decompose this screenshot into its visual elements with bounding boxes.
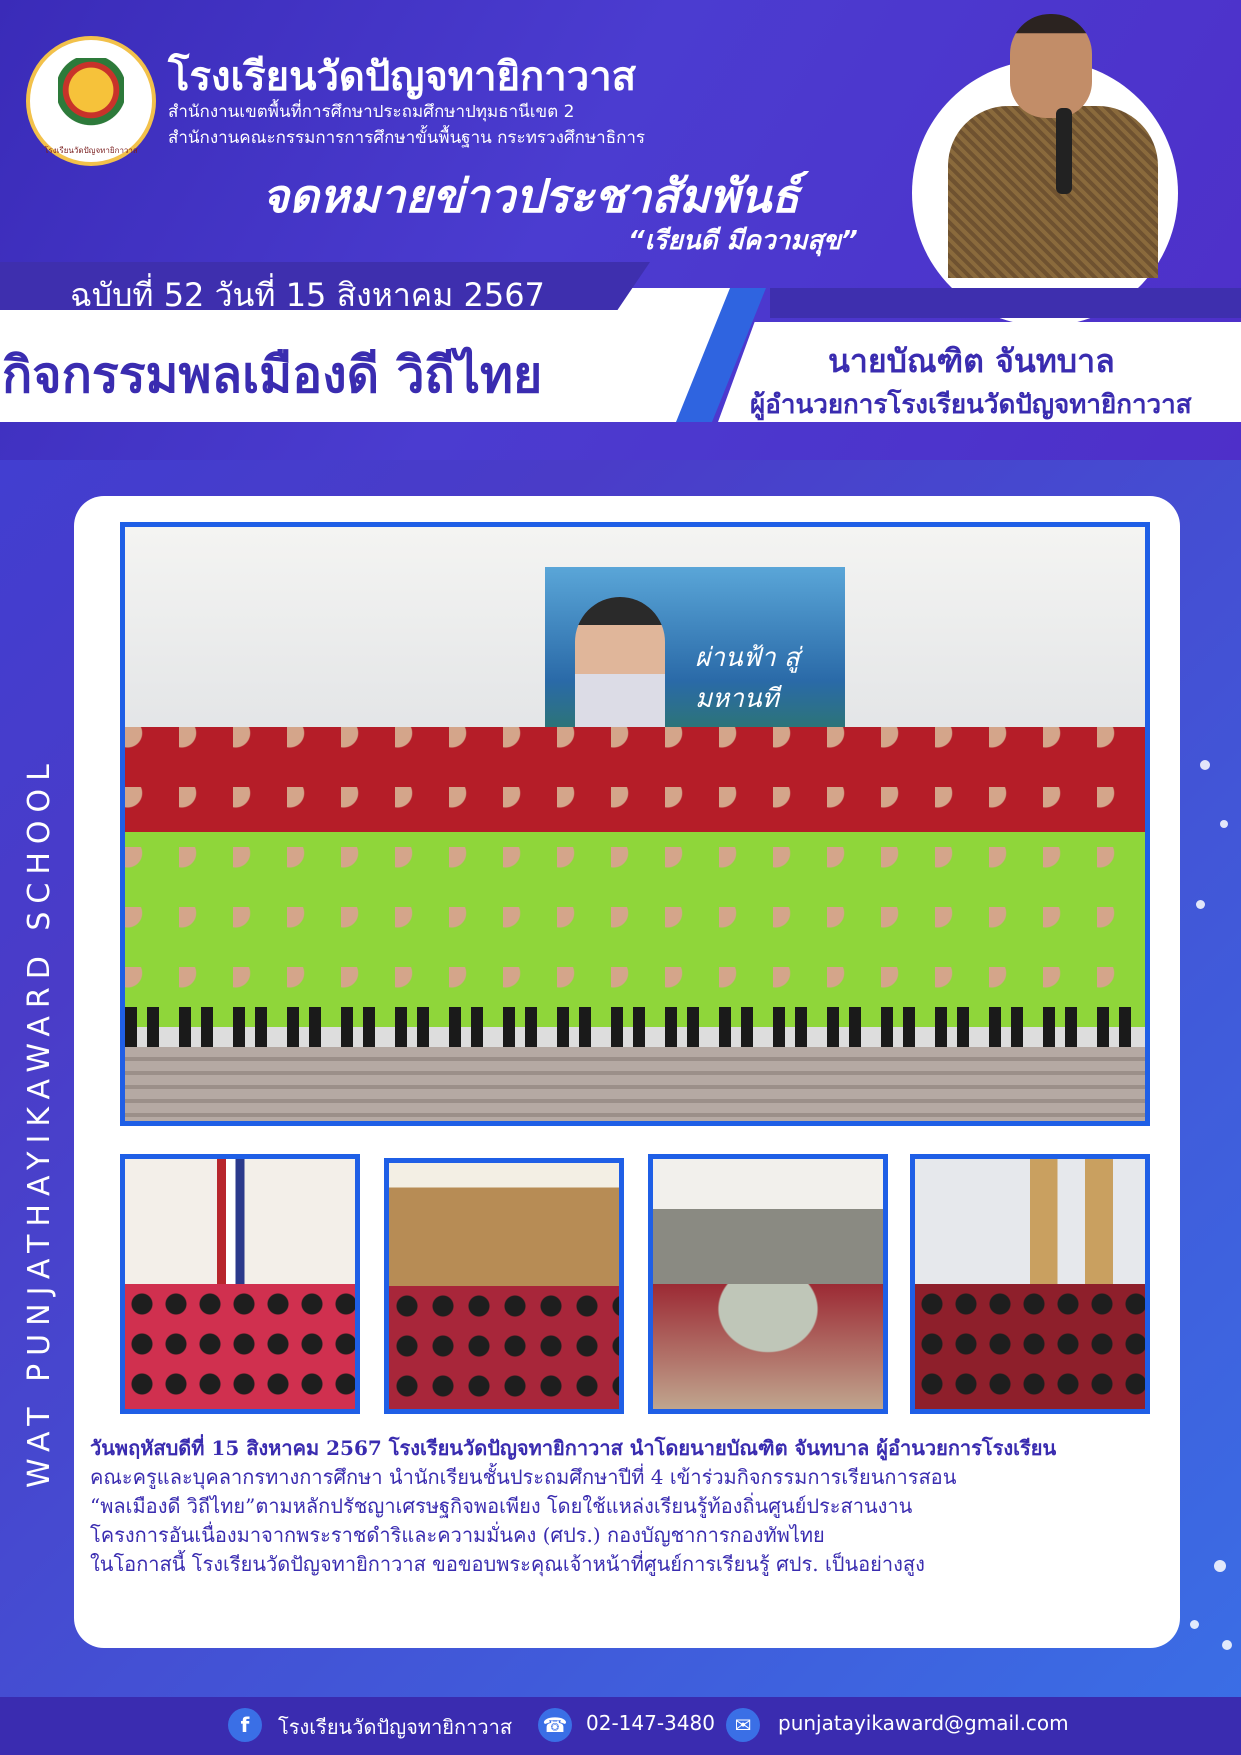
phone-icon[interactable]: ☎ xyxy=(538,1708,572,1742)
news-body xyxy=(90,1434,1170,1579)
body-line-5: ในโอกาสนี้ โรงเรียนวัดปัญจทายิกาวาส ขอขอบพระคุณเจ้าหน้าที่ศูนย์การเรียนรู้ ศปร. เป็นอย่างสูง xyxy=(90,1552,925,1576)
director-portrait xyxy=(940,14,1160,278)
decorative-dot xyxy=(1190,1620,1199,1629)
decorative-dot xyxy=(1220,820,1228,828)
photo-students xyxy=(125,727,1145,1027)
school-logo xyxy=(26,36,156,166)
screen-portrait xyxy=(575,597,665,737)
activity-photo-4 xyxy=(910,1154,1150,1414)
office-line-1: สำนักงานเขตพื้นที่การศึกษาประถมศึกษาปทุมธานีเขต 2 xyxy=(168,102,575,122)
activity-photo-1 xyxy=(120,1154,360,1414)
portrait-body xyxy=(948,106,1158,278)
facebook-icon[interactable]: f xyxy=(228,1708,262,1742)
phone-link[interactable]: 02-147-3480 xyxy=(586,1711,715,1735)
decorative-dot xyxy=(1200,760,1210,770)
school-english-name: WAT PUNJATHAYIKAWARD SCHOOL xyxy=(22,756,57,1488)
headline: กิจกรรมพลเมืองดี วิถีไทย xyxy=(2,346,543,404)
activity-photo-2 xyxy=(384,1158,624,1414)
office-line-2: สำนักงานคณะกรรมการการศึกษาขั้นพื้นฐาน กระทรวงศึกษาธิการ xyxy=(168,128,646,148)
main-group-photo xyxy=(120,522,1150,1126)
director-title: ผู้อำนวยการโรงเรียนวัดปัญจทายิกาวาส xyxy=(750,390,1192,420)
body-line-3: “พลเมืองดี วิถีไทย”ตามหลักปรัชญาเศรษฐกิจพอเพียง โดยใช้แหล่งเรียนรู้ท้องถิ่นศูนย์ประสานงาน xyxy=(90,1494,913,1518)
photo-bottom xyxy=(125,1284,355,1409)
photo-steps xyxy=(125,1047,1145,1126)
body-line-2: คณะครูและบุคลากรทางการศึกษา นำนักเรียนชั้นประถมศึกษาปีที่ 4 เข้าร่วมกิจกรรมการเรียนการสอน xyxy=(90,1465,957,1489)
activity-photo-3 xyxy=(648,1154,888,1414)
header-band xyxy=(770,288,1241,318)
director-name: นายบัณฑิต จันทบาล xyxy=(828,342,1115,380)
email-link[interactable]: punjatayikaward@gmail.com xyxy=(778,1711,1069,1735)
slogan: “เรียนดี มีความสุข” xyxy=(628,226,858,256)
logo-text: โรงเรียนวัดปัญจทายิกาวาส xyxy=(44,146,138,155)
microphone-icon xyxy=(1056,108,1072,194)
school-name: โรงเรียนวัดปัญจทายิกาวาส xyxy=(168,54,637,100)
photo-bottom xyxy=(389,1286,619,1409)
photo-bottom xyxy=(653,1284,883,1409)
body-line-1: วันพฤหัสบดีที่ 15 สิงหาคม 2567 โรงเรียนวัดปัญจทายิกาวาส นำโดยนายบัณฑิต จันทบาล ผู้อำนวยการโรงเรียน xyxy=(90,1436,1057,1460)
mail-icon[interactable]: ✉ xyxy=(726,1708,760,1742)
decorative-dot xyxy=(1196,900,1205,909)
decorative-dot xyxy=(1222,1640,1232,1650)
photo-bottom xyxy=(915,1284,1145,1409)
facebook-link[interactable]: โรงเรียนวัดปัญจทายิกาวาส xyxy=(278,1715,513,1739)
newsletter-title: จดหมายข่าวประชาสัมพันธ์ xyxy=(262,169,800,223)
photo-top xyxy=(653,1159,883,1284)
decorative-dot xyxy=(1214,1560,1226,1572)
photo-top xyxy=(389,1163,619,1286)
screen-caption: ผ่านฟ้า สู่มหานที xyxy=(695,643,800,714)
portrait-head xyxy=(1010,14,1092,118)
emblem-icon xyxy=(58,58,124,138)
photo-top xyxy=(125,1159,355,1284)
body-line-4: โครงการอันเนื่องมาจากพระราชดำริและความมั่นคง (ศปร.) กองบัญชาการกองทัพไทย xyxy=(90,1523,825,1547)
issue-number: ฉบับที่ 52 วันที่ 15 สิงหาคม 2567 xyxy=(70,276,545,314)
photo-top xyxy=(915,1159,1145,1284)
